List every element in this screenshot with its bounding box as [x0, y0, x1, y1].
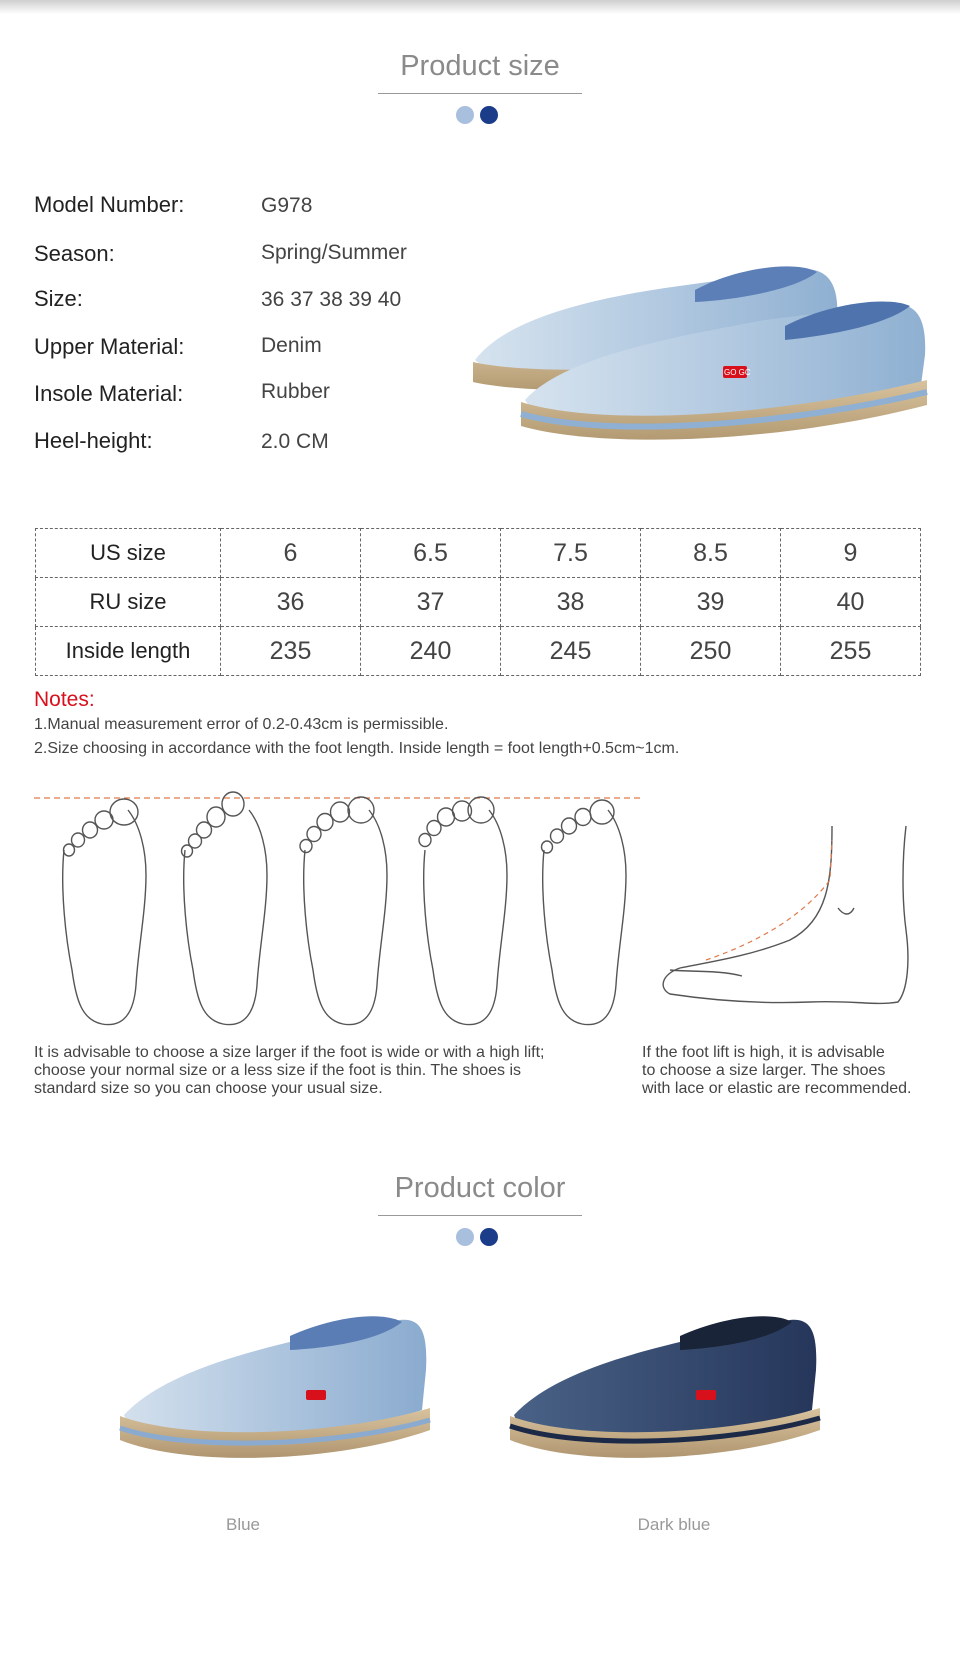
table-cell: 8.5	[641, 529, 781, 578]
foot-outline-square	[419, 797, 507, 1025]
table-cell: 255	[781, 627, 921, 676]
table-cell: 6	[221, 529, 361, 578]
spec-value-insole: Rubber	[261, 380, 330, 403]
table-cell: 250	[641, 627, 781, 676]
table-row	[36, 529, 921, 578]
dark-dot	[480, 106, 498, 124]
light-dot	[456, 106, 474, 124]
advice-line: It is advisable to choose a size larger if the foot is wide or with a high lift;	[34, 1044, 545, 1061]
advice-line: to choose a size larger. The shoes	[642, 1062, 886, 1079]
table-cell: 245	[501, 627, 641, 676]
product-shoe-pair-image	[465, 250, 935, 490]
foot-side-view	[663, 826, 908, 1003]
title-dots	[456, 106, 504, 124]
spec-value-heel: 2.0 CM	[261, 430, 329, 453]
table-cell: 40	[781, 578, 921, 627]
advice-line: standard size so you can choose your usual size.	[34, 1080, 383, 1097]
dark-blue-shoe-image	[500, 1300, 830, 1510]
table-cell: 240	[361, 627, 501, 676]
size-table	[35, 528, 921, 676]
table-cell: 6.5	[361, 529, 501, 578]
spec-label-size: Size:	[34, 286, 83, 311]
color-caption-blue: Blue	[225, 1515, 261, 1534]
title-underline	[378, 1215, 582, 1216]
width-advice	[34, 1044, 614, 1098]
row-header: RU size	[36, 578, 221, 627]
foot-outline-germanic	[542, 800, 627, 1025]
spec-value-season: Spring/Summer	[261, 241, 407, 264]
table-cell: 38	[501, 578, 641, 627]
row-header: US size	[36, 529, 221, 578]
table-cell: 7.5	[501, 529, 641, 578]
instep-guide-line	[706, 840, 832, 960]
lift-advice	[642, 1044, 952, 1098]
note-1: 1.Manual measurement error of 0.2-0.43cm is permissible.	[34, 716, 449, 733]
table-row	[36, 627, 921, 676]
product-color-title: Product color	[394, 1172, 566, 1204]
spec-label-upper: Upper Material:	[34, 334, 185, 359]
spec-label-season: Season:	[34, 241, 115, 266]
foot-outline-roman	[300, 797, 387, 1025]
title-dots	[456, 1228, 504, 1246]
spec-label-insole: Insole Material:	[34, 381, 184, 406]
advice-line: with lace or elastic are recommended.	[642, 1080, 912, 1097]
dark-dot	[480, 1228, 498, 1246]
table-cell: 39	[641, 578, 781, 627]
table-cell: 37	[361, 578, 501, 627]
foot-outline-egyptian	[63, 799, 146, 1025]
spec-label-heel: Heel-height:	[34, 428, 153, 453]
product-size-title: Product size	[400, 50, 560, 82]
foot-outline-greek	[182, 792, 268, 1025]
brand-tag-icon	[306, 1390, 326, 1400]
notes-title: Notes:	[34, 688, 95, 711]
note-2: 2.Size choosing in accordance with the foot length. Inside length = foot length+0.5cm~1cm.	[34, 740, 680, 757]
spec-value-size: 36 37 38 39 40	[261, 288, 402, 311]
color-caption-dark-blue: Dark blue	[637, 1515, 711, 1534]
advice-line: If the foot lift is high, it is advisable	[642, 1044, 885, 1061]
blue-shoe-image	[110, 1300, 440, 1510]
foot-shape-diagram	[30, 780, 950, 1040]
table-cell: 36	[221, 578, 361, 627]
brand-tag-icon	[696, 1390, 716, 1400]
top-shadow	[0, 0, 960, 14]
table-cell: 235	[221, 627, 361, 676]
spec-value-model: G978	[261, 194, 313, 217]
brand-tag-text: GO GC	[724, 368, 751, 377]
spec-label-model: Model Number:	[34, 192, 185, 217]
row-header: Inside length	[36, 627, 221, 676]
title-underline	[378, 93, 582, 94]
table-cell: 9	[781, 529, 921, 578]
light-dot	[456, 1228, 474, 1246]
spec-value-upper: Denim	[261, 334, 322, 357]
table-row	[36, 578, 921, 627]
advice-line: choose your normal size or a less size if the foot is thin. The shoes is	[34, 1062, 522, 1079]
